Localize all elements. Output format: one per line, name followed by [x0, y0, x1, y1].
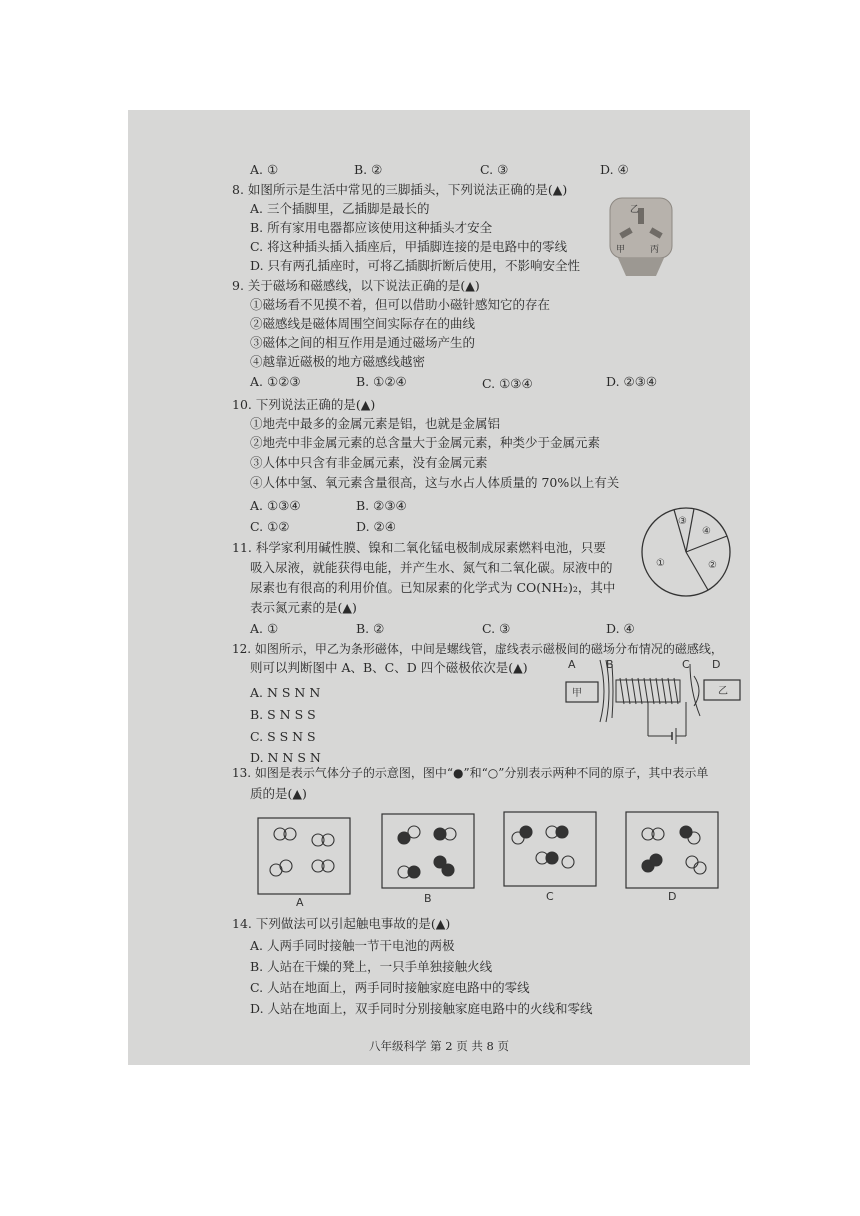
- q11-option-b: B. ②: [356, 621, 385, 636]
- magnet-label-yi: 乙: [718, 686, 728, 697]
- q10-item-1: ①地壳中最多的金属元素是铝，也就是金属铝: [250, 416, 501, 431]
- solenoid-magnet-figure: [564, 656, 742, 750]
- q9-item-3: ③磁体之间的相互作用是通过磁场产生的: [250, 335, 476, 350]
- q11-option-d: D. ④: [606, 621, 635, 636]
- plug-label-jia: 甲: [616, 245, 626, 255]
- q12-option-b: B. S N S S: [250, 707, 316, 722]
- pole-label-b: B: [606, 658, 614, 671]
- q14-stem: 14. 下列做法可以引起触电事故的是(▲): [232, 916, 451, 931]
- q10-item-4: ④人体中氢、氧元素含量很高，这与水占人体质量的 70%以上有关: [250, 475, 620, 490]
- pole-label-c: C: [682, 658, 690, 671]
- q14-option-d: D. 人站在地面上，双手同时分别接触家庭电路中的火线和零线: [250, 1001, 593, 1016]
- pie-label-3: ③: [678, 516, 687, 527]
- box-label-d: D: [668, 890, 677, 903]
- q12-option-a: A. N S N N: [250, 685, 321, 700]
- q7-option-a: A. ①: [250, 162, 279, 177]
- q14-option-b: B. 人站在干燥的凳上，一只手单独接触火线: [250, 959, 493, 974]
- q9-option-a: A. ①②③: [250, 374, 301, 389]
- q10-item-3: ③人体中只含有非金属元素，没有金属元素: [250, 455, 488, 470]
- q10-item-2: ②地壳中非金属元素的总含量大于金属元素，种类少于金属元素: [250, 435, 601, 450]
- plug-label-bing: 丙: [650, 245, 660, 255]
- q8-option-a: A. 三个插脚里，乙插脚是最长的: [250, 201, 430, 216]
- molecule-box-b: [380, 810, 476, 905]
- q13-line-1: 13. 如图是表示气体分子的示意图，图中“●”和“○”分别表示两种不同的原子，其中表示单: [232, 766, 709, 780]
- q14-option-a: A. 人两手同时接触一节干电池的两极: [250, 938, 455, 953]
- q10-option-c: C. ①②: [250, 519, 290, 534]
- pole-label-a: A: [568, 658, 576, 671]
- q8-stem: 8. 如图所示是生活中常见的三脚插头，下列说法正确的是(▲): [232, 182, 568, 197]
- q9-stem: 9. 关于磁场和磁感线，以下说法正确的是(▲): [232, 278, 480, 293]
- q7-option-c: C. ③: [480, 162, 509, 177]
- q12-option-c: C. S S N S: [250, 729, 316, 744]
- q7-option-d: D. ④: [600, 162, 629, 177]
- q9-option-b: B. ①②④: [356, 374, 407, 389]
- q9-option-c: C. ①③④: [482, 376, 533, 391]
- pole-label-d: D: [712, 658, 721, 671]
- molecule-box-d: [624, 808, 720, 903]
- box-label-c: C: [546, 890, 554, 903]
- three-pin-plug-figure: [606, 196, 678, 278]
- q8-option-c: C. 将这种插头插入插座后，甲插脚连接的是电路中的零线: [250, 239, 568, 254]
- q9-option-d: D. ②③④: [606, 374, 658, 389]
- q12-line-2: 则可以判断图中 A、B、C、D 四个磁极依次是(▲): [250, 660, 528, 675]
- q9-item-1: ①磁场看不见摸不着，但可以借助小磁针感知它的存在: [250, 297, 551, 312]
- exam-page: [128, 110, 750, 1065]
- q9-item-4: ④越靠近磁极的地方磁感线越密: [250, 354, 426, 369]
- q14-option-c: C. 人站在地面上，两手同时接触家庭电路中的零线: [250, 980, 530, 995]
- page-footer: 八年级科学 第 2 页 共 8 页: [368, 1039, 510, 1053]
- q10-option-a: A. ①③④: [250, 498, 301, 513]
- q11-option-a: A. ①: [250, 621, 279, 636]
- element-pie-figure: [638, 504, 734, 600]
- molecule-box-a: [256, 810, 352, 909]
- q13-line-2: 质的是(▲): [250, 786, 307, 801]
- q12-option-d: D. N N S N: [250, 750, 321, 765]
- q11-line-2: 吸入尿液，就能获得电能，并产生水、氮气和二氧化碳。尿液中的: [250, 560, 613, 575]
- q7-option-b: B. ②: [354, 162, 383, 177]
- q8-option-b: B. 所有家用电器都应该使用这种插头才安全: [250, 220, 493, 235]
- q11-option-c: C. ③: [482, 621, 511, 636]
- box-label-a: A: [296, 896, 304, 909]
- magnet-label-jia: 甲: [572, 688, 582, 699]
- q11-line-1: 11. 科学家利用碱性膜、镍和二氧化锰电极制成尿素燃料电池，只要: [232, 540, 606, 555]
- q10-option-d: D. ②④: [356, 519, 396, 534]
- q8-option-d: D. 只有两孔插座时，可将乙插脚折断后使用，不影响安全性: [250, 258, 581, 273]
- q10-stem: 10. 下列说法正确的是(▲): [232, 397, 376, 412]
- box-label-b: B: [424, 892, 432, 905]
- q12-line-1: 12. 如图所示，甲乙为条形磁体，中间是螺线管，虚线表示磁极间的磁场分布情况的磁感线，: [232, 642, 723, 656]
- plug-label-yi: 乙: [630, 205, 640, 215]
- q10-option-b: B. ②③④: [356, 498, 407, 513]
- pie-label-2: ②: [708, 560, 717, 571]
- q11-line-4: 表示氮元素的是(▲): [250, 600, 357, 615]
- q9-item-2: ②磁感线是磁体周围空间实际存在的曲线: [250, 316, 476, 331]
- pie-label-4: ④: [702, 526, 711, 537]
- q11-line-3: 尿素也有很高的利用价值。已知尿素的化学式为 CO(NH₂)₂，其中: [250, 580, 616, 595]
- pie-label-1: ①: [656, 558, 665, 569]
- molecule-box-c: [502, 808, 598, 903]
